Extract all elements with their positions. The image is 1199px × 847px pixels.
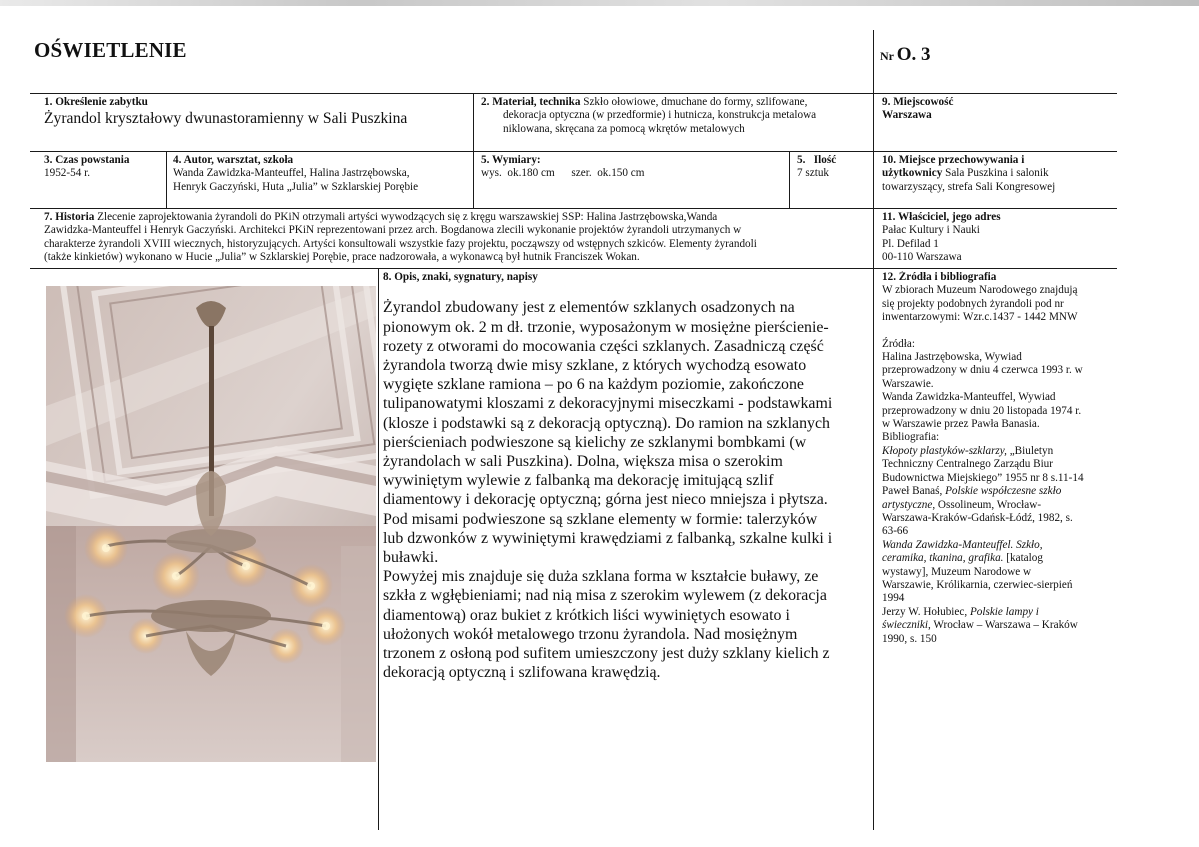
f12-line: 63-66 [882, 525, 909, 538]
desc-line: szkła z wgłębieniami; nad nią misa z szerokim wylewem (z dekoracja [383, 587, 827, 605]
desc-line: dekoracją optyczną i szlifowana krawędzią. [383, 664, 661, 682]
desc-line: wygięte szklane ramiona – po 6 na każdym poziomie, zakończone [383, 376, 804, 394]
field-8-label: 8. Opis, znaki, sygnatury, napisy [383, 271, 538, 283]
desc-line: diamentowy i dekorację optyczną; górna jest nieco mniejsza i płytsza. [383, 491, 828, 509]
f12-line: Halina Jastrzębowska, Wywiad [882, 351, 1022, 364]
f12-line: Wanda Zawidzka-Manteuffel. Szkło, [882, 538, 1043, 551]
f12-line: się projekty podobnych żyrandoli pod nr [882, 297, 1064, 310]
row-rule-3 [30, 208, 1117, 209]
f12-line: świeczniki, Wrocław – Warszawa – Kraków [882, 619, 1078, 632]
f12-line: 1990, s. 150 [882, 632, 937, 645]
field-9 [882, 96, 1116, 150]
field-11-label: 11. Właściciel, jego adres [882, 211, 1001, 223]
f12-line: przeprowadzony w dniu 20 listopada 1974 r. [882, 404, 1082, 417]
field-1 [44, 96, 472, 150]
field-6-value: 7 sztuk [797, 167, 830, 180]
field-5-label: 5. Wymiary: [481, 154, 541, 166]
field-6-label: 5. Ilość [797, 154, 837, 166]
field-10-label: 10. Miejsce przechowywania i [882, 154, 1025, 166]
field-3 [44, 154, 164, 206]
f12-line: w Warszawie przez Pawła Banasia. [882, 418, 1040, 431]
field-12 [882, 271, 1116, 691]
f12-line: artystyczne, Ossolineum, Wrocław- [882, 498, 1042, 511]
divider-4-5 [473, 151, 474, 208]
f12-line: inwentarzowymi: Wzr.c.1437 - 1442 MNW [882, 311, 1078, 324]
field-6 [797, 154, 871, 206]
field-4-line1: Wanda Zawidzka-Manteuffel, Halina Jastrzębowska, [173, 167, 410, 180]
field-11-line1: Pałac Kultury i Nauki [882, 224, 980, 237]
desc-line: ułożonych wokół metalowego trzonu żyrandola. Nad mosiężnym [383, 625, 798, 643]
divider-5-6 [789, 151, 790, 208]
desc-line: żyrandola tworzą dwie misy szklane, z których wychodzą esowato [383, 357, 807, 375]
f12-line: 1994 [882, 592, 905, 605]
field-7-line4: (także kinkietów) wykonano w Hucie „Julia” w Szklarskiej Porębie, prace nadzorowała, a wykonawcą był hutnik Franciszek Wokan. [44, 251, 640, 264]
field-3-label: 3. Czas powstania [44, 154, 130, 166]
page-title: OŚWIETLENIE [34, 38, 187, 62]
scan-edge [0, 0, 1199, 6]
field-7-line3: charakterze żyrandoli XVIII wiecznych, historyzujących. Artyści konsultowali wszystkie fazy projektu, począwszy od wstępnych szkiców. Elementy żyrandoli [44, 237, 757, 250]
field-10-line2: użytkownicy Sala Puszkina i salonik [882, 167, 1049, 180]
f12-line: wystawy], Muzeum Narodowe w [882, 565, 1032, 578]
desc-line: żyrandolach w sali Puszkina). Dolna, większa misa o szerokim [383, 453, 783, 471]
field-2-line1: 2. Materiał, technika Szkło ołowiowe, dmuchane do formy, szlifowane, [481, 96, 808, 108]
f12-line: Źródła: [882, 337, 915, 350]
field-3-value: 1952-54 r. [44, 167, 90, 180]
desc-line: pierścieniach podwieszone są kielichy ze szklanymi bombkami (w [383, 433, 807, 451]
desc-line: Żyrandol zbudowany jest z elementów szklanych osadzonych na [383, 299, 795, 317]
field-9-value: Warszawa [882, 109, 932, 122]
divider-1-2 [473, 93, 474, 151]
field-1-value: Żyrandol kryształowy dwunastoramienny w Sali Puszkina [44, 110, 408, 128]
field-7 [44, 211, 871, 267]
f12-line: Bibliografia: [882, 431, 940, 444]
field-2-line3: niklowana, skręcana za pomocą wkrętów metalowych [503, 122, 745, 135]
row-rule-2 [30, 151, 1117, 152]
field-8-description [383, 298, 871, 682]
nr-prefix: Nr [880, 49, 894, 63]
field-1-label: 1. Określenie zabytku [44, 96, 148, 108]
desc-line: lub dzwonków z wywiniętymi krawędziami z falbanką, szkalne kulki i [383, 529, 833, 547]
row-rule-4 [30, 268, 1117, 269]
f12-line: Paweł Banaś, Polskie współczesne szkło [882, 485, 1062, 498]
desc-line: Pod misami podwieszone są szklane elementy w formie: talerzyków [383, 510, 818, 528]
inventory-number [880, 44, 931, 66]
desc-line: rozety z otworami do mocowania części szklanych. Zasadniczą część [383, 337, 824, 355]
divider-photo-desc [378, 268, 379, 830]
column-divider-right [873, 30, 874, 830]
row-rule-1 [30, 93, 1117, 94]
desc-line: buławki. [383, 549, 439, 567]
field-5-value: wys. ok.180 cm szer. ok.150 cm [481, 167, 645, 180]
field-11-line2: Pl. Defilad 1 [882, 237, 939, 250]
field-4-line2: Henryk Gaczyński, Huta „Julia” w Szklarskiej Porębie [173, 180, 419, 193]
field-2-line2: dekoracja optyczna (w przedformie) i hutnicza, konstrukcja metalowa [503, 109, 817, 122]
spacer [882, 325, 1116, 338]
field-11 [882, 211, 1116, 267]
f12-line: Warszawie, Królikarnia, czerwiec-sierpień [882, 578, 1073, 591]
f12-line: Techniczny Centralnego Zarządu Biur [882, 458, 1053, 471]
desc-line: trzonem z osłoną pod sufitem umieszczony jest duży szklany kielich z [383, 645, 830, 663]
f12-line: Warszawa-Kraków-Gdańsk-Łódź, 1982, s. [882, 511, 1073, 524]
divider-3-4 [166, 151, 167, 208]
f12-line: W zbiorach Muzeum Narodowego znajdują [882, 284, 1078, 297]
field-10-line3: towarzyszący, strefa Sali Kongresowej [882, 180, 1056, 193]
desc-line: diamentową) oraz bukiet z krótkich liści wywiniętych esowato i [383, 606, 790, 624]
desc-line: wywiniętym wylewie z falbanką ma dekorację imitującą szlif [383, 472, 774, 490]
f12-line: Budownictwa Miejskiego” 1955 nr 8 s.11-14 [882, 471, 1084, 484]
field-4-label: 4. Autor, warsztat, szkoła [173, 154, 294, 166]
f12-line: Wanda Zawidzka-Manteuffel, Wywiad [882, 391, 1056, 404]
f12-line: Warszawie. [882, 377, 934, 390]
nr-value: O. 3 [896, 44, 931, 65]
desc-line: tulipanowatymi kloszami z dekoracyjnymi miseczkami - podstawkami [383, 395, 833, 413]
desc-line: Powyżej mis znajduje się duża szklana forma w kształcie buławy, ze [383, 568, 819, 586]
f12-line: ceramika, tkanina, grafika. [katalog [882, 552, 1043, 565]
f12-line: przeprowadzony w dniu 4 czerwca 1993 r. w [882, 364, 1083, 377]
f12-line: Jerzy W. Hołubiec, Polskie lampy i [882, 605, 1039, 618]
field-12-label: 12. Źródła i bibliografia [882, 271, 997, 283]
chandelier-photo [46, 286, 376, 762]
field-11-line3: 00-110 Warszawa [882, 251, 962, 264]
f12-line: Kłopoty plastyków-szklarzy, „Biuletyn [882, 444, 1054, 457]
field-7-line2: Zawidzka-Manteuffel i Henryk Gaczyński. Architekci PKiN reprezentowani przez arch. Bogdanowa zlecili wykonanie projektów żyrandoli utrzymanych w [44, 224, 742, 237]
field-10 [882, 154, 1116, 206]
desc-line: (klosze i podstawki są z dekoracją optyczną). Do ramion na szklanych [383, 414, 830, 432]
field-7-line1: 7. Historia Zlecenie zaprojektowania żyrandoli do PKiN otrzymali artyści wywodzących się z kręgu warszawskiej SSP: Halina Jastrzębowska,Wanda [44, 211, 718, 223]
field-2 [481, 96, 871, 150]
field-9-label: 9. Miejscowość [882, 96, 954, 108]
field-4 [173, 154, 471, 206]
field-5 [481, 154, 787, 206]
desc-line: pionowym ok. 2 m dł. trzonie, wyposażonym w mosiężne pierścienie- [383, 318, 829, 336]
field-8 [383, 271, 871, 701]
